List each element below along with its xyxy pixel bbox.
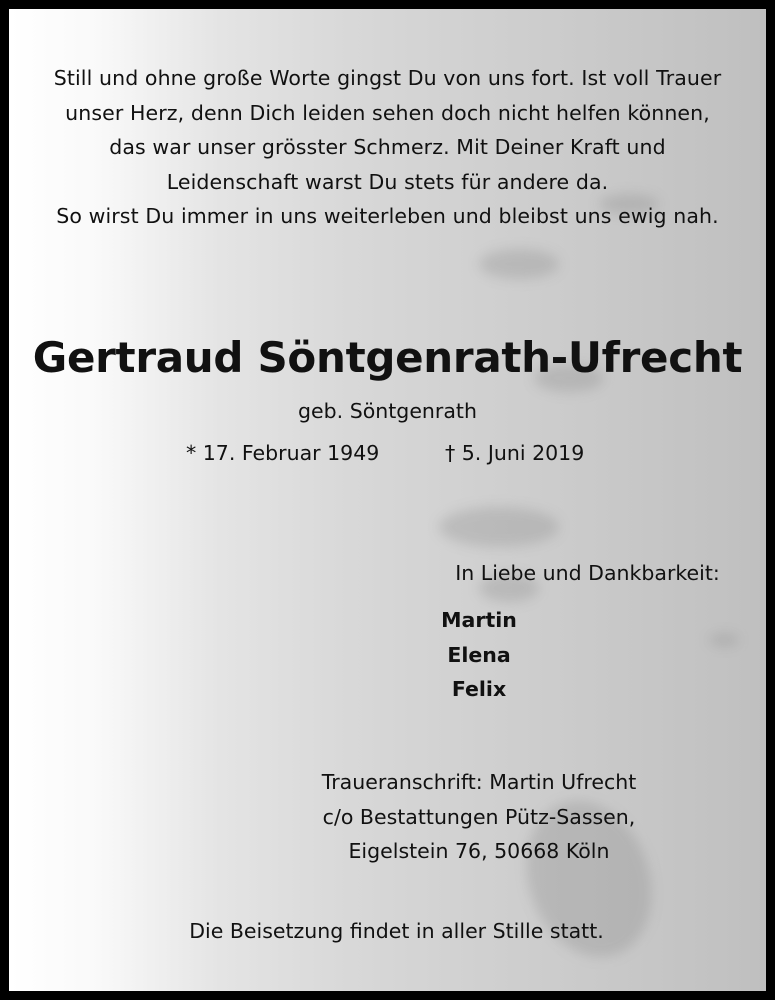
deceased-name: Gertraud Söntgenrath-Ufrecht <box>32 333 743 382</box>
mourning-address <box>9 765 775 869</box>
poem <box>9 61 766 234</box>
poem-line: Still und ohne große Worte gingst Du von uns fort. Ist voll Trauer <box>53 66 722 90</box>
birth-date: * 17. Februar 1949 <box>186 441 380 465</box>
mourners-heading: In Liebe und Dankbarkeit: <box>455 561 720 585</box>
address-line: c/o Bestattungen Pütz-Sassen, <box>322 804 636 829</box>
mourner-name: Felix <box>451 677 507 701</box>
mourner-names <box>9 603 775 707</box>
poem-line: das war unser grösster Schmerz. Mit Deiner Kraft und <box>109 135 666 159</box>
poem-line: So wirst Du immer in uns weiterleben und bleibst uns ewig nah. <box>56 204 719 228</box>
poem-line: unser Herz, denn Dich leiden sehen doch nicht helfen können, <box>65 100 710 125</box>
mourner-name: Elena <box>447 642 511 667</box>
address-line: Eigelstein 76, 50668 Köln <box>348 839 610 863</box>
death-date: † 5. Juni 2019 <box>445 441 585 465</box>
burial-note: Die Beisetzung findet in aller Stille statt. <box>189 919 604 943</box>
mourner-name: Martin <box>441 608 517 632</box>
poem-line: Leidenschaft warst Du stets für andere da. <box>166 169 609 194</box>
address-line: Traueranschrift: Martin Ufrecht <box>321 770 637 794</box>
birth-name: geb. Söntgenrath <box>298 399 477 423</box>
